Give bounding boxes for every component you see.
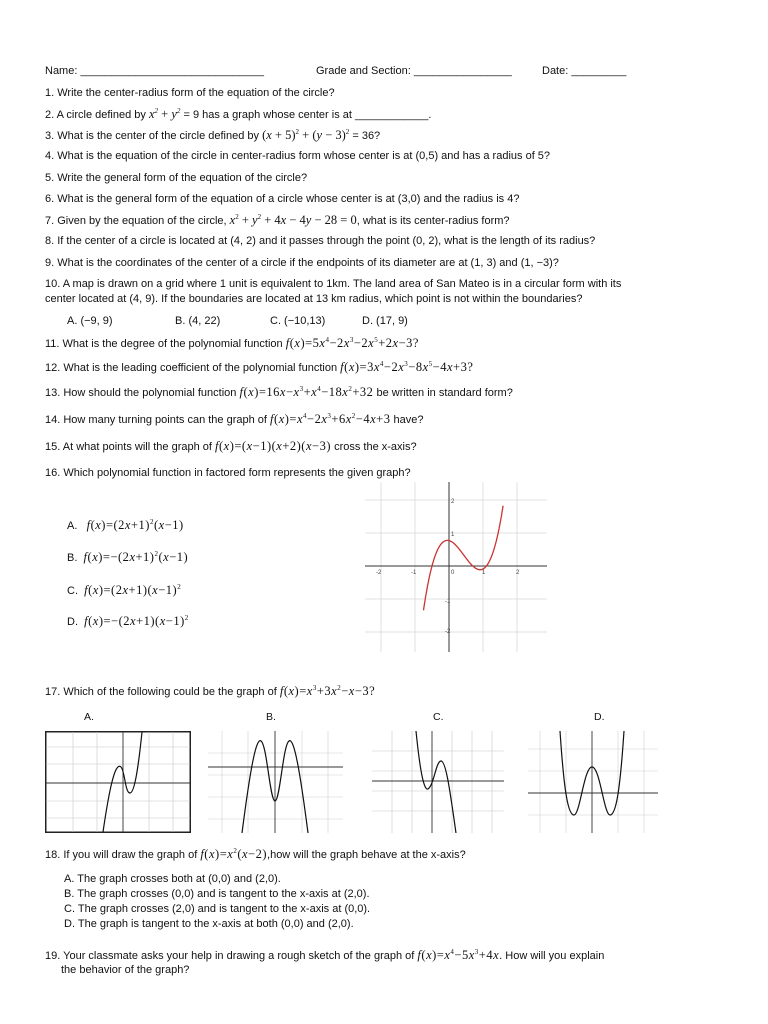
q10-choice-a: A. (−9, 9) [67, 315, 113, 327]
q10-choice-c: C. (−10,13) [270, 315, 326, 327]
x-tick-label: 0 [451, 570, 455, 576]
question-2: 2. A circle defined by $x^2 + y^2 = 9$ has a graph whose center is at ____________. [45, 107, 432, 121]
q10-choice-b: B. (4, 22) [175, 315, 221, 327]
q17-label-b: B. [266, 711, 276, 723]
question-15: 15. At what points will the graph of f(x)=(x−1)(x+2)(x−3) cross the x-axis? [45, 439, 417, 453]
q16-graph [365, 482, 547, 652]
y-tick-label: 2 [451, 499, 455, 505]
q17-label-c: C. [433, 711, 444, 723]
q18-choice-c: C. The graph crosses (2,0) and is tangent to the x-axis at (0,0). [64, 903, 371, 915]
q17-label-a: A. [84, 711, 94, 723]
question-8: 8. If the center of a circle is located at (4, 2) and it passes through the point (0, 2), what is the length of its radius? [45, 235, 596, 247]
q16-curve [424, 506, 504, 611]
x-tick-label: 1 [482, 570, 486, 576]
q17-graph-a [45, 731, 191, 833]
y-tick-label: 1 [451, 532, 455, 538]
q17-graph-b [208, 731, 343, 833]
q17-graph-c [372, 731, 504, 833]
question-5: 5. Write the general form of the equation of the circle? [45, 172, 308, 184]
q17-label-d: D. [594, 711, 605, 723]
question-10-line-1: 10. A map is drawn on a grid where 1 unit is equivalent to 1km. The land area of San Mateo is in a circular form with its [45, 278, 622, 290]
question-13: 13. How should the polynomial function $f(x)=16x-x^3+x^4-18x^2+32$ be written in standard form? [45, 385, 513, 399]
y-tick-label: -2 [445, 629, 451, 635]
q16-choice-a: A. $f(x)=(2x+1)^2(x-1)$ [67, 518, 184, 532]
q10-choice-d: D. (17, 9) [362, 315, 408, 327]
question-7: 7. Given by the equation of the circle, $x^2 + y^2 + 4x - 4y - 28 = 0$, what is its center-radius form? [45, 213, 510, 227]
y-tick-label: -1 [445, 599, 451, 605]
question-4: 4. What is the equation of the circle in center-radius form whose center is at (0,5) and has a radius of 5? [45, 150, 551, 162]
question-9: 9. What is the coordinates of the center of a circle if the endpoints of its diameter are at (1, 3) and (1, −3)? [45, 257, 559, 269]
question-10-line-2: center located at (4, 9). If the boundaries are located at 13 km radius, which point is not within the boundaries? [45, 293, 583, 305]
question-14: 14. How many turning points can the graph of $f(x)=x^4-2x^3+6x^2-4x+3$ have? [45, 412, 424, 426]
question-17: 17. Which of the following could be the graph of $f(x)=x^3+3x^2-x-3$? [45, 684, 376, 698]
x-tick-label: -2 [376, 570, 382, 576]
date-label: Date: _________ [542, 65, 627, 77]
question-3: 3. What is the center of the circle defined by $(x + 5)^2 + (y - 3)^2 = 36$? [45, 128, 381, 142]
question-16: 16. Which polynomial function in factored form represents the given graph? [45, 467, 411, 479]
question-19-line-2: the behavior of the graph? [61, 964, 190, 976]
question-6: 6. What is the general form of the equation of a circle whose center is at (3,0) and the radius is 4? [45, 193, 520, 205]
question-1: 1. Write the center-radius form of the equation of the circle? [45, 87, 335, 99]
q18-choice-b: B. The graph crosses (0,0) and is tangent to the x-axis at (2,0). [64, 888, 370, 900]
name-label: Name: ______________________________ [45, 65, 264, 77]
q18-choice-d: D. The graph is tangent to the x-axis at both (0,0) and (2,0). [64, 918, 354, 930]
question-11: 11. What is the degree of the polynomial function $f(x)=5x^4-2x^3-2x^5+2x-3$? [45, 336, 419, 350]
q18-choice-a: A. The graph crosses both at (0,0) and (2,0). [64, 873, 281, 885]
q16-choice-d: D. $f(x)=-(2x+1)(x-1)^2$ [67, 614, 189, 628]
question-12: 12. What is the leading coefficient of the polynomial function $f(x)=3x^4-2x^3-8x^5-4x+3$? [45, 360, 474, 374]
q16-choice-b: B. $f(x)=-(2x+1)^2(x-1)$ [67, 550, 189, 564]
x-tick-label: 2 [516, 570, 520, 576]
question-18: 18. If you will draw the graph of $f(x)=x^2(x-2),how$ will the graph behave at the x-axis? [45, 847, 466, 861]
q17-graph-d [528, 731, 658, 833]
q16-choice-c: C. $f(x)=(2x+1)(x-1)^2$ [67, 583, 182, 597]
question-19: 19. Your classmate asks your help in drawing a rough sketch of the graph of $f(x)=x^4-5x^3+4x$. How will you explain [45, 948, 605, 962]
x-tick-label: -1 [411, 570, 417, 576]
grade-section-label: Grade and Section: ________________ [316, 65, 512, 77]
